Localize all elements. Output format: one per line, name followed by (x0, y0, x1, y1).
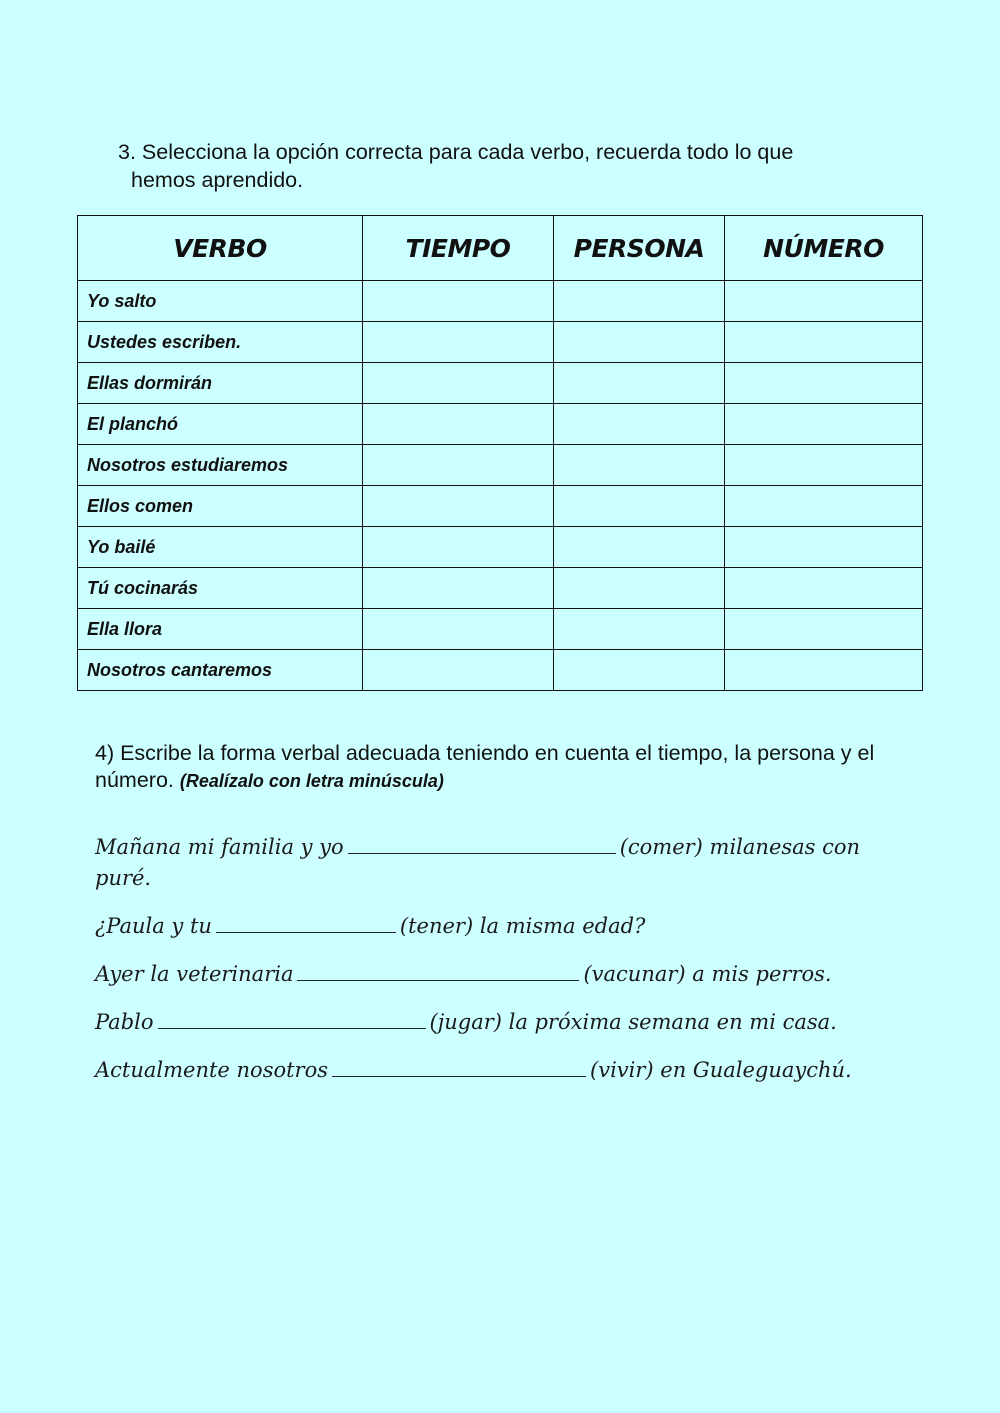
tiempo-answer-cell[interactable] (363, 527, 554, 568)
question-4-instruction (95, 740, 915, 795)
persona-answer-cell[interactable] (554, 609, 725, 650)
table-row (78, 322, 923, 363)
fill-in-sentences (95, 832, 895, 1103)
question-4-text: 4) Escribe la forma verbal adecuada teniendo en cuenta el tiempo, la persona y el número. (95, 741, 875, 792)
numero-answer-cell[interactable] (725, 609, 923, 650)
table-header-row (78, 216, 923, 281)
verb-cell: Yo bailé (78, 527, 363, 568)
sentence-after: (jugar) la próxima semana en mi casa. (429, 1010, 837, 1034)
verb-cell: Nosotros cantaremos (78, 650, 363, 691)
sentence-after: (vivir) en Gualeguaychú. (590, 1058, 852, 1082)
tiempo-answer-cell[interactable] (363, 363, 554, 404)
tiempo-answer-cell[interactable] (363, 609, 554, 650)
tiempo-answer-cell[interactable] (363, 445, 554, 486)
answer-blank[interactable] (158, 1008, 426, 1029)
numero-answer-cell[interactable] (725, 650, 923, 691)
table-row (78, 281, 923, 322)
answer-blank[interactable] (332, 1056, 586, 1077)
persona-answer-cell[interactable] (554, 404, 725, 445)
table-row (78, 527, 923, 568)
sentence-after: (tener) la misma edad? (399, 914, 646, 938)
numero-answer-cell[interactable] (725, 281, 923, 322)
sentence (95, 832, 895, 894)
sentence-before: Mañana mi familia y yo (95, 835, 344, 859)
tiempo-answer-cell[interactable] (363, 486, 554, 527)
tiempo-answer-cell[interactable] (363, 568, 554, 609)
persona-answer-cell[interactable] (554, 568, 725, 609)
tiempo-answer-cell[interactable] (363, 281, 554, 322)
sentence (95, 959, 895, 990)
verb-classification-table (77, 215, 923, 691)
header-tiempo: TIEMPO (363, 216, 554, 281)
verb-cell: Yo salto (78, 281, 363, 322)
table-row (78, 609, 923, 650)
numero-answer-cell[interactable] (725, 445, 923, 486)
answer-blank[interactable] (216, 912, 396, 933)
sentence-after: (comer) milanesas con puré. (95, 835, 861, 890)
sentence-after: (vacunar) a mis perros. (583, 962, 832, 986)
persona-answer-cell[interactable] (554, 445, 725, 486)
table-row (78, 568, 923, 609)
verb-cell: Nosotros estudiaremos (78, 445, 363, 486)
sentence (95, 911, 895, 942)
numero-answer-cell[interactable] (725, 404, 923, 445)
numero-answer-cell[interactable] (725, 527, 923, 568)
numero-answer-cell[interactable] (725, 322, 923, 363)
question-4-note: (Realízalo con letra minúscula) (179, 771, 444, 791)
sentence-before: Actualmente nosotros (95, 1058, 329, 1082)
table-row (78, 486, 923, 527)
verb-cell: Ellos comen (78, 486, 363, 527)
verb-cell: Tú cocinarás (78, 568, 363, 609)
sentence-before: Ayer la veterinaria (95, 962, 294, 986)
numero-answer-cell[interactable] (725, 486, 923, 527)
tiempo-answer-cell[interactable] (363, 322, 554, 363)
verb-cell: Ellas dormirán (78, 363, 363, 404)
header-numero: NÚMERO (725, 216, 923, 281)
sentence (95, 1007, 895, 1038)
persona-answer-cell[interactable] (554, 527, 725, 568)
persona-answer-cell[interactable] (554, 650, 725, 691)
answer-blank[interactable] (297, 960, 579, 981)
table-row (78, 445, 923, 486)
tiempo-answer-cell[interactable] (363, 650, 554, 691)
sentence-before: Pablo (95, 1010, 154, 1034)
table-row (78, 404, 923, 445)
header-persona: PERSONA (554, 216, 725, 281)
header-verbo: VERBO (78, 216, 363, 281)
verb-cell: Ella llora (78, 609, 363, 650)
persona-answer-cell[interactable] (554, 363, 725, 404)
persona-answer-cell[interactable] (554, 486, 725, 527)
tiempo-answer-cell[interactable] (363, 404, 554, 445)
persona-answer-cell[interactable] (554, 322, 725, 363)
question-3-line-1: 3. Selecciona la opción correcta para cada verbo, recuerda todo lo que (118, 140, 794, 164)
verb-cell: El planchó (78, 404, 363, 445)
sentence-before: ¿Paula y tu (95, 914, 212, 938)
answer-blank[interactable] (348, 833, 616, 854)
persona-answer-cell[interactable] (554, 281, 725, 322)
numero-answer-cell[interactable] (725, 568, 923, 609)
table-row (78, 363, 923, 404)
numero-answer-cell[interactable] (725, 363, 923, 404)
question-3-instruction (118, 138, 898, 194)
question-3-line-2: hemos aprendido. (131, 168, 304, 192)
sentence (95, 1055, 895, 1086)
verb-cell: Ustedes escriben. (78, 322, 363, 363)
table-row (78, 650, 923, 691)
